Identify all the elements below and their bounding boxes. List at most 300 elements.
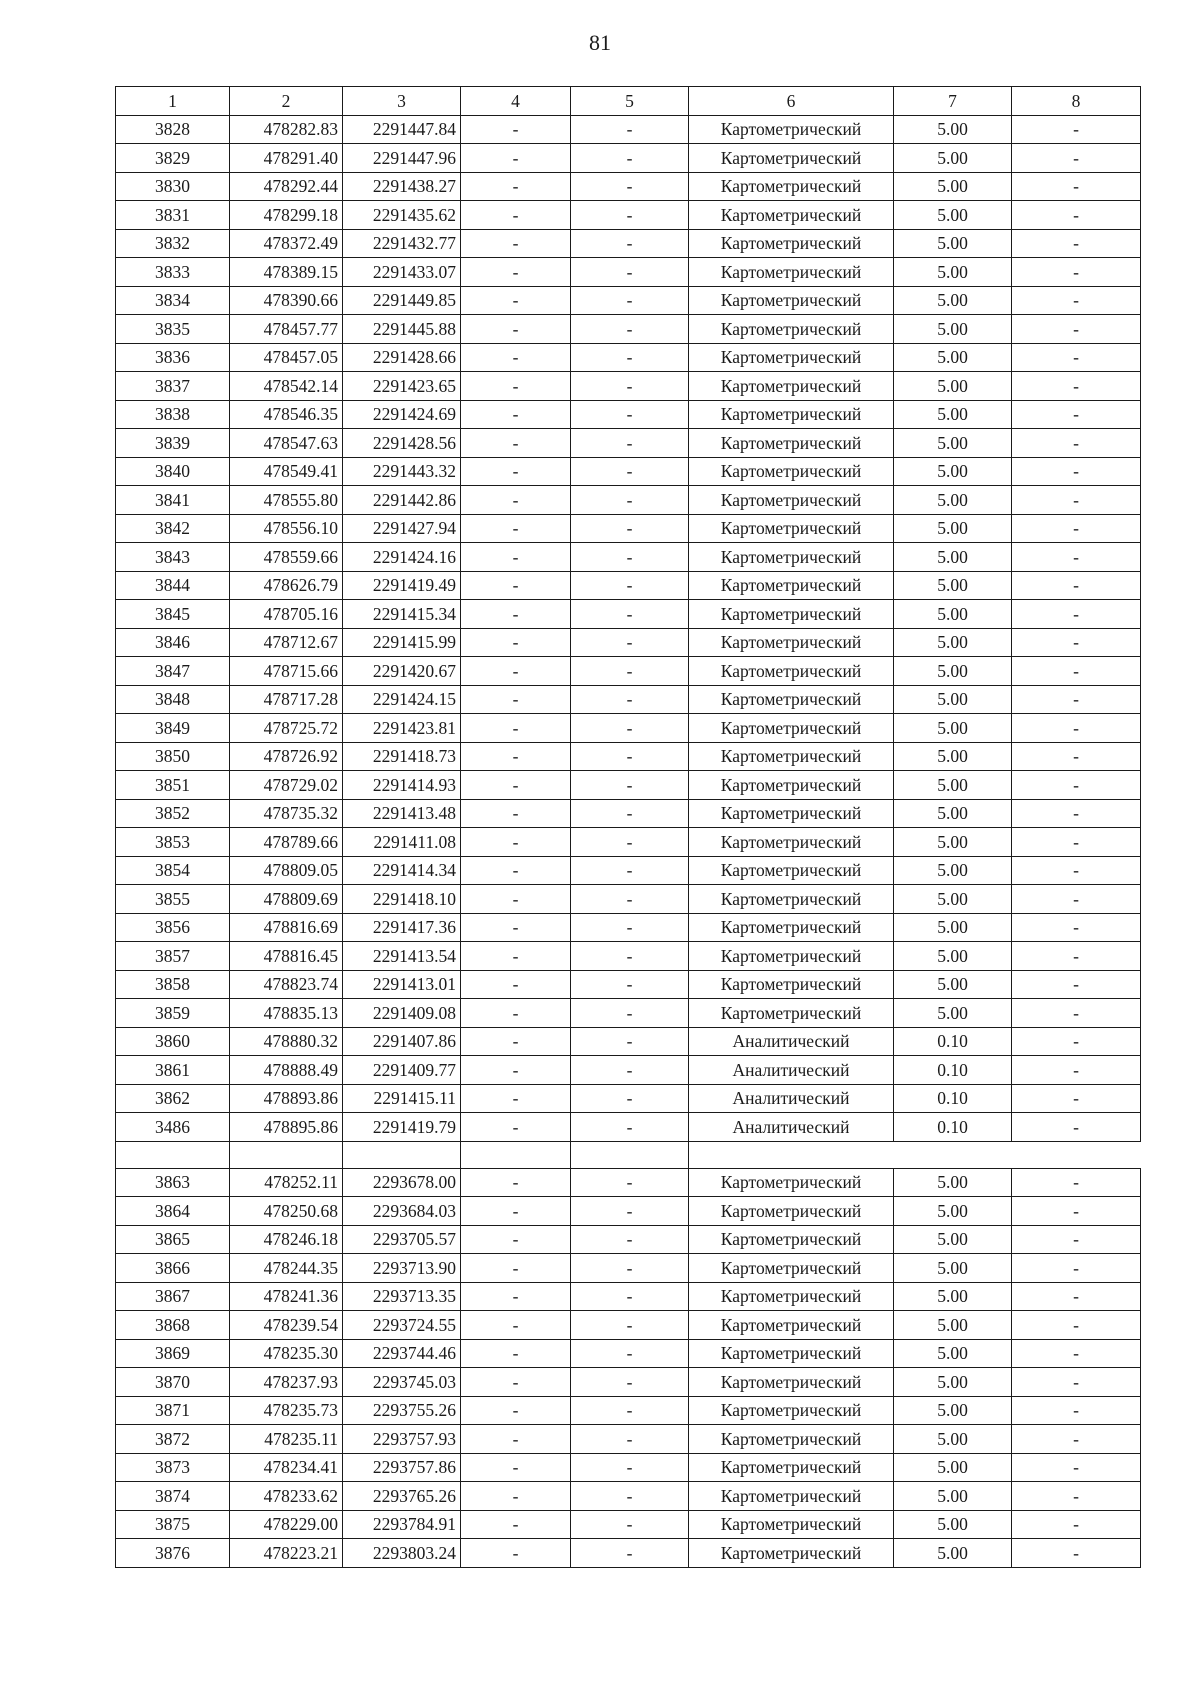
cell-point-id: 3866 <box>116 1254 230 1283</box>
cell-col-5: - <box>571 315 689 344</box>
cell-x-coordinate: 478715.66 <box>230 657 343 686</box>
cell-accuracy: 5.00 <box>894 970 1012 999</box>
cell-method: Картометрический <box>689 600 894 629</box>
cell-point-id: 3868 <box>116 1311 230 1340</box>
cell-col-8: - <box>1012 315 1141 344</box>
table-row <box>116 1539 1141 1568</box>
cell-x-coordinate: 478282.83 <box>230 115 343 144</box>
cell-point-id: 3830 <box>116 172 230 201</box>
cell-col-8: - <box>1012 856 1141 885</box>
cell-accuracy: 0.10 <box>894 1056 1012 1085</box>
cell-method: Картометрический <box>689 1225 894 1254</box>
cell-col-5: - <box>571 828 689 857</box>
table-row <box>116 714 1141 743</box>
header-cell: 3 <box>343 87 461 116</box>
cell-x-coordinate: 478809.05 <box>230 856 343 885</box>
cell-col-5: - <box>571 372 689 401</box>
cell-accuracy: 5.00 <box>894 1510 1012 1539</box>
cell-method: Картометрический <box>689 714 894 743</box>
header-cell: 7 <box>894 87 1012 116</box>
cell-col-8: - <box>1012 286 1141 315</box>
cell-y-coordinate: 2291413.01 <box>343 970 461 999</box>
cell-accuracy: 5.00 <box>894 913 1012 942</box>
cell-y-coordinate: 2293713.35 <box>343 1282 461 1311</box>
table-row <box>116 942 1141 971</box>
cell-col-5: - <box>571 942 689 971</box>
table-row <box>116 286 1141 315</box>
cell-point-id: 3831 <box>116 201 230 230</box>
cell-y-coordinate: 2291415.34 <box>343 600 461 629</box>
cell-point-id: 3857 <box>116 942 230 971</box>
cell-col-4: - <box>461 514 571 543</box>
cell-col-8: - <box>1012 828 1141 857</box>
cell-col-5: - <box>571 201 689 230</box>
cell-method: Картометрический <box>689 400 894 429</box>
cell-col-8: - <box>1012 742 1141 771</box>
cell-col-8: - <box>1012 1425 1141 1454</box>
cell-point-id: 3876 <box>116 1539 230 1568</box>
cell-accuracy: 5.00 <box>894 1453 1012 1482</box>
cell-accuracy: 5.00 <box>894 1311 1012 1340</box>
cell-method: Картометрический <box>689 771 894 800</box>
cell-method: Картометрический <box>689 543 894 572</box>
cell-accuracy: 5.00 <box>894 1368 1012 1397</box>
cell-x-coordinate: 478549.41 <box>230 457 343 486</box>
cell-col-8: - <box>1012 144 1141 173</box>
cell-col-4: - <box>461 543 571 572</box>
cell-col-5: - <box>571 1339 689 1368</box>
cell-x-coordinate: 478626.79 <box>230 571 343 600</box>
cell-x-coordinate: 478823.74 <box>230 970 343 999</box>
cell-col-8: - <box>1012 1056 1141 1085</box>
separator-cell <box>461 1141 571 1168</box>
cell-x-coordinate: 478234.41 <box>230 1453 343 1482</box>
cell-x-coordinate: 478835.13 <box>230 999 343 1028</box>
table-row <box>116 1084 1141 1113</box>
cell-accuracy: 5.00 <box>894 628 1012 657</box>
cell-y-coordinate: 2293705.57 <box>343 1225 461 1254</box>
cell-x-coordinate: 478239.54 <box>230 1311 343 1340</box>
cell-col-8: - <box>1012 1254 1141 1283</box>
header-cell: 6 <box>689 87 894 116</box>
table-row <box>116 1510 1141 1539</box>
cell-method: Картометрический <box>689 144 894 173</box>
table-row <box>116 1396 1141 1425</box>
cell-col-8: - <box>1012 1084 1141 1113</box>
cell-accuracy: 5.00 <box>894 771 1012 800</box>
cell-y-coordinate: 2291433.07 <box>343 258 461 287</box>
cell-x-coordinate: 478880.32 <box>230 1027 343 1056</box>
cell-x-coordinate: 478372.49 <box>230 229 343 258</box>
table-row <box>116 172 1141 201</box>
cell-method: Картометрический <box>689 1282 894 1311</box>
cell-point-id: 3862 <box>116 1084 230 1113</box>
cell-col-5: - <box>571 1453 689 1482</box>
cell-col-5: - <box>571 144 689 173</box>
cell-col-5: - <box>571 286 689 315</box>
cell-y-coordinate: 2291424.15 <box>343 685 461 714</box>
cell-col-4: - <box>461 286 571 315</box>
cell-y-coordinate: 2291428.56 <box>343 429 461 458</box>
cell-col-4: - <box>461 1311 571 1340</box>
cell-col-4: - <box>461 999 571 1028</box>
cell-col-5: - <box>571 343 689 372</box>
cell-method: Картометрический <box>689 1539 894 1568</box>
cell-col-5: - <box>571 571 689 600</box>
cell-col-5: - <box>571 400 689 429</box>
table-row <box>116 913 1141 942</box>
cell-point-id: 3843 <box>116 543 230 572</box>
cell-point-id: 3853 <box>116 828 230 857</box>
cell-col-4: - <box>461 1197 571 1226</box>
cell-x-coordinate: 478389.15 <box>230 258 343 287</box>
cell-accuracy: 5.00 <box>894 1282 1012 1311</box>
cell-point-id: 3858 <box>116 970 230 999</box>
cell-col-5: - <box>571 514 689 543</box>
cell-x-coordinate: 478555.80 <box>230 486 343 515</box>
cell-y-coordinate: 2293684.03 <box>343 1197 461 1226</box>
cell-col-8: - <box>1012 1311 1141 1340</box>
cell-accuracy: 5.00 <box>894 372 1012 401</box>
cell-col-4: - <box>461 657 571 686</box>
cell-col-5: - <box>571 1197 689 1226</box>
cell-col-4: - <box>461 400 571 429</box>
cell-col-5: - <box>571 1225 689 1254</box>
cell-point-id: 3871 <box>116 1396 230 1425</box>
cell-y-coordinate: 2291409.77 <box>343 1056 461 1085</box>
table-row <box>116 115 1141 144</box>
cell-col-8: - <box>1012 457 1141 486</box>
cell-accuracy: 5.00 <box>894 144 1012 173</box>
cell-x-coordinate: 478729.02 <box>230 771 343 800</box>
cell-method: Аналитический <box>689 1056 894 1085</box>
table-row <box>116 828 1141 857</box>
cell-accuracy: 5.00 <box>894 1396 1012 1425</box>
table-row <box>116 1254 1141 1283</box>
cell-point-id: 3859 <box>116 999 230 1028</box>
cell-y-coordinate: 2291419.49 <box>343 571 461 600</box>
cell-method: Картометрический <box>689 1197 894 1226</box>
cell-col-4: - <box>461 343 571 372</box>
cell-point-id: 3873 <box>116 1453 230 1482</box>
cell-col-8: - <box>1012 942 1141 971</box>
cell-point-id: 3869 <box>116 1339 230 1368</box>
cell-col-4: - <box>461 258 571 287</box>
cell-y-coordinate: 2291418.73 <box>343 742 461 771</box>
cell-accuracy: 5.00 <box>894 429 1012 458</box>
cell-method: Картометрический <box>689 856 894 885</box>
cell-col-5: - <box>571 799 689 828</box>
cell-point-id: 3855 <box>116 885 230 914</box>
cell-y-coordinate: 2293678.00 <box>343 1168 461 1197</box>
cell-accuracy: 5.00 <box>894 1539 1012 1568</box>
cell-col-8: - <box>1012 201 1141 230</box>
cell-col-4: - <box>461 1368 571 1397</box>
table-row <box>116 1453 1141 1482</box>
cell-method: Картометрический <box>689 1425 894 1454</box>
cell-col-8: - <box>1012 714 1141 743</box>
cell-x-coordinate: 478244.35 <box>230 1254 343 1283</box>
cell-col-8: - <box>1012 1510 1141 1539</box>
cell-x-coordinate: 478223.21 <box>230 1539 343 1568</box>
cell-method: Аналитический <box>689 1027 894 1056</box>
table-row <box>116 514 1141 543</box>
cell-col-8: - <box>1012 799 1141 828</box>
cell-y-coordinate: 2291424.16 <box>343 543 461 572</box>
cell-point-id: 3867 <box>116 1282 230 1311</box>
cell-col-5: - <box>571 1425 689 1454</box>
cell-method: Картометрический <box>689 1339 894 1368</box>
cell-col-5: - <box>571 1311 689 1340</box>
cell-method: Картометрический <box>689 1396 894 1425</box>
cell-y-coordinate: 2291419.79 <box>343 1113 461 1142</box>
cell-y-coordinate: 2291409.08 <box>343 999 461 1028</box>
cell-col-5: - <box>571 543 689 572</box>
cell-point-id: 3860 <box>116 1027 230 1056</box>
cell-col-5: - <box>571 1254 689 1283</box>
header-cell: 5 <box>571 87 689 116</box>
cell-y-coordinate: 2291414.34 <box>343 856 461 885</box>
cell-point-id: 3486 <box>116 1113 230 1142</box>
cell-y-coordinate: 2291447.96 <box>343 144 461 173</box>
cell-point-id: 3851 <box>116 771 230 800</box>
separator-cell <box>230 1141 343 1168</box>
cell-point-id: 3833 <box>116 258 230 287</box>
cell-point-id: 3852 <box>116 799 230 828</box>
cell-method: Картометрический <box>689 1311 894 1340</box>
cell-method: Картометрический <box>689 258 894 287</box>
cell-col-5: - <box>571 172 689 201</box>
table-row <box>116 201 1141 230</box>
cell-y-coordinate: 2291435.62 <box>343 201 461 230</box>
page-number: 81 <box>589 30 611 55</box>
header-row <box>116 87 1141 116</box>
cell-method: Картометрический <box>689 913 894 942</box>
cell-point-id: 3861 <box>116 1056 230 1085</box>
table-row <box>116 742 1141 771</box>
cell-x-coordinate: 478292.44 <box>230 172 343 201</box>
cell-method: Картометрический <box>689 514 894 543</box>
cell-col-4: - <box>461 571 571 600</box>
cell-col-8: - <box>1012 970 1141 999</box>
cell-method: Картометрический <box>689 799 894 828</box>
cell-x-coordinate: 478235.73 <box>230 1396 343 1425</box>
table-row <box>116 1339 1141 1368</box>
cell-col-5: - <box>571 1539 689 1568</box>
cell-col-4: - <box>461 885 571 914</box>
cell-accuracy: 0.10 <box>894 1113 1012 1142</box>
cell-col-4: - <box>461 970 571 999</box>
cell-col-8: - <box>1012 1168 1141 1197</box>
cell-col-5: - <box>571 742 689 771</box>
cell-col-8: - <box>1012 1225 1141 1254</box>
cell-x-coordinate: 478237.93 <box>230 1368 343 1397</box>
cell-col-8: - <box>1012 685 1141 714</box>
cell-col-5: - <box>571 685 689 714</box>
cell-accuracy: 5.00 <box>894 514 1012 543</box>
cell-accuracy: 5.00 <box>894 999 1012 1028</box>
cell-method: Картометрический <box>689 286 894 315</box>
cell-y-coordinate: 2291424.69 <box>343 400 461 429</box>
cell-col-4: - <box>461 1168 571 1197</box>
cell-accuracy: 5.00 <box>894 714 1012 743</box>
cell-x-coordinate: 478291.40 <box>230 144 343 173</box>
cell-col-8: - <box>1012 343 1141 372</box>
table-row <box>116 1168 1141 1197</box>
cell-col-5: - <box>571 885 689 914</box>
cell-col-4: - <box>461 1225 571 1254</box>
cell-accuracy: 5.00 <box>894 400 1012 429</box>
cell-x-coordinate: 478457.05 <box>230 343 343 372</box>
table-row <box>116 1225 1141 1254</box>
cell-point-id: 3863 <box>116 1168 230 1197</box>
separator-cell <box>571 1141 689 1168</box>
table-row <box>116 144 1141 173</box>
cell-x-coordinate: 478457.77 <box>230 315 343 344</box>
cell-col-4: - <box>461 1396 571 1425</box>
cell-x-coordinate: 478816.69 <box>230 913 343 942</box>
cell-col-8: - <box>1012 1197 1141 1226</box>
cell-col-4: - <box>461 714 571 743</box>
cell-point-id: 3844 <box>116 571 230 600</box>
table-row <box>116 1425 1141 1454</box>
cell-accuracy: 5.00 <box>894 457 1012 486</box>
cell-col-8: - <box>1012 1339 1141 1368</box>
cell-y-coordinate: 2293744.46 <box>343 1339 461 1368</box>
cell-method: Картометрический <box>689 942 894 971</box>
cell-y-coordinate: 2291445.88 <box>343 315 461 344</box>
cell-accuracy: 5.00 <box>894 856 1012 885</box>
cell-accuracy: 5.00 <box>894 742 1012 771</box>
cell-col-4: - <box>461 229 571 258</box>
header-cell: 1 <box>116 87 230 116</box>
cell-y-coordinate: 2293724.55 <box>343 1311 461 1340</box>
table-row <box>116 1197 1141 1226</box>
cell-x-coordinate: 478252.11 <box>230 1168 343 1197</box>
cell-x-coordinate: 478390.66 <box>230 286 343 315</box>
cell-accuracy: 5.00 <box>894 343 1012 372</box>
table-row <box>116 343 1141 372</box>
cell-method: Картометрический <box>689 628 894 657</box>
cell-method: Картометрический <box>689 657 894 686</box>
table-row <box>116 1027 1141 1056</box>
cell-col-8: - <box>1012 172 1141 201</box>
cell-col-5: - <box>571 1396 689 1425</box>
cell-col-4: - <box>461 1113 571 1142</box>
cell-accuracy: 5.00 <box>894 315 1012 344</box>
cell-col-4: - <box>461 315 571 344</box>
cell-point-id: 3875 <box>116 1510 230 1539</box>
cell-col-4: - <box>461 1282 571 1311</box>
cell-y-coordinate: 2291414.93 <box>343 771 461 800</box>
cell-accuracy: 5.00 <box>894 229 1012 258</box>
cell-col-8: - <box>1012 1027 1141 1056</box>
cell-col-4: - <box>461 685 571 714</box>
cell-x-coordinate: 478542.14 <box>230 372 343 401</box>
cell-col-4: - <box>461 742 571 771</box>
header-cell: 2 <box>230 87 343 116</box>
cell-accuracy: 0.10 <box>894 1084 1012 1113</box>
cell-x-coordinate: 478712.67 <box>230 628 343 657</box>
cell-accuracy: 5.00 <box>894 258 1012 287</box>
cell-col-8: - <box>1012 913 1141 942</box>
cell-y-coordinate: 2291423.81 <box>343 714 461 743</box>
cell-y-coordinate: 2291438.27 <box>343 172 461 201</box>
cell-col-5: - <box>571 913 689 942</box>
cell-point-id: 3854 <box>116 856 230 885</box>
cell-col-4: - <box>461 486 571 515</box>
cell-x-coordinate: 478893.86 <box>230 1084 343 1113</box>
cell-y-coordinate: 2293755.26 <box>343 1396 461 1425</box>
cell-method: Картометрический <box>689 1168 894 1197</box>
table-row <box>116 429 1141 458</box>
cell-y-coordinate: 2291411.08 <box>343 828 461 857</box>
cell-col-4: - <box>461 856 571 885</box>
cell-col-5: - <box>571 258 689 287</box>
cell-col-5: - <box>571 657 689 686</box>
cell-point-id: 3829 <box>116 144 230 173</box>
cell-y-coordinate: 2291432.77 <box>343 229 461 258</box>
cell-col-5: - <box>571 1056 689 1085</box>
table-row <box>116 1113 1141 1142</box>
cell-x-coordinate: 478705.16 <box>230 600 343 629</box>
cell-point-id: 3836 <box>116 343 230 372</box>
separator-row <box>116 1141 1141 1168</box>
cell-col-5: - <box>571 856 689 885</box>
cell-col-5: - <box>571 999 689 1028</box>
cell-point-id: 3845 <box>116 600 230 629</box>
cell-point-id: 3838 <box>116 400 230 429</box>
table-row <box>116 258 1141 287</box>
cell-y-coordinate: 2291415.99 <box>343 628 461 657</box>
cell-col-8: - <box>1012 885 1141 914</box>
table-row <box>116 799 1141 828</box>
cell-col-8: - <box>1012 258 1141 287</box>
cell-accuracy: 5.00 <box>894 201 1012 230</box>
cell-x-coordinate: 478546.35 <box>230 400 343 429</box>
cell-point-id: 3874 <box>116 1482 230 1511</box>
cell-y-coordinate: 2291427.94 <box>343 514 461 543</box>
cell-y-coordinate: 2291418.10 <box>343 885 461 914</box>
cell-method: Картометрический <box>689 457 894 486</box>
table-row <box>116 771 1141 800</box>
cell-method: Картометрический <box>689 1254 894 1283</box>
cell-method: Картометрический <box>689 1510 894 1539</box>
table-row <box>116 885 1141 914</box>
cell-col-4: - <box>461 1453 571 1482</box>
table-row <box>116 1282 1141 1311</box>
cell-col-5: - <box>571 229 689 258</box>
cell-col-8: - <box>1012 514 1141 543</box>
cell-point-id: 3870 <box>116 1368 230 1397</box>
cell-point-id: 3842 <box>116 514 230 543</box>
cell-col-5: - <box>571 970 689 999</box>
cell-method: Аналитический <box>689 1084 894 1113</box>
cell-point-id: 3837 <box>116 372 230 401</box>
cell-y-coordinate: 2291443.32 <box>343 457 461 486</box>
cell-col-4: - <box>461 1339 571 1368</box>
cell-y-coordinate: 2293765.26 <box>343 1482 461 1511</box>
cell-col-5: - <box>571 1027 689 1056</box>
cell-method: Картометрический <box>689 343 894 372</box>
cell-method: Картометрический <box>689 999 894 1028</box>
cell-accuracy: 5.00 <box>894 1482 1012 1511</box>
cell-col-4: - <box>461 1056 571 1085</box>
cell-col-8: - <box>1012 1282 1141 1311</box>
cell-col-8: - <box>1012 1453 1141 1482</box>
cell-col-8: - <box>1012 543 1141 572</box>
cell-accuracy: 5.00 <box>894 1339 1012 1368</box>
